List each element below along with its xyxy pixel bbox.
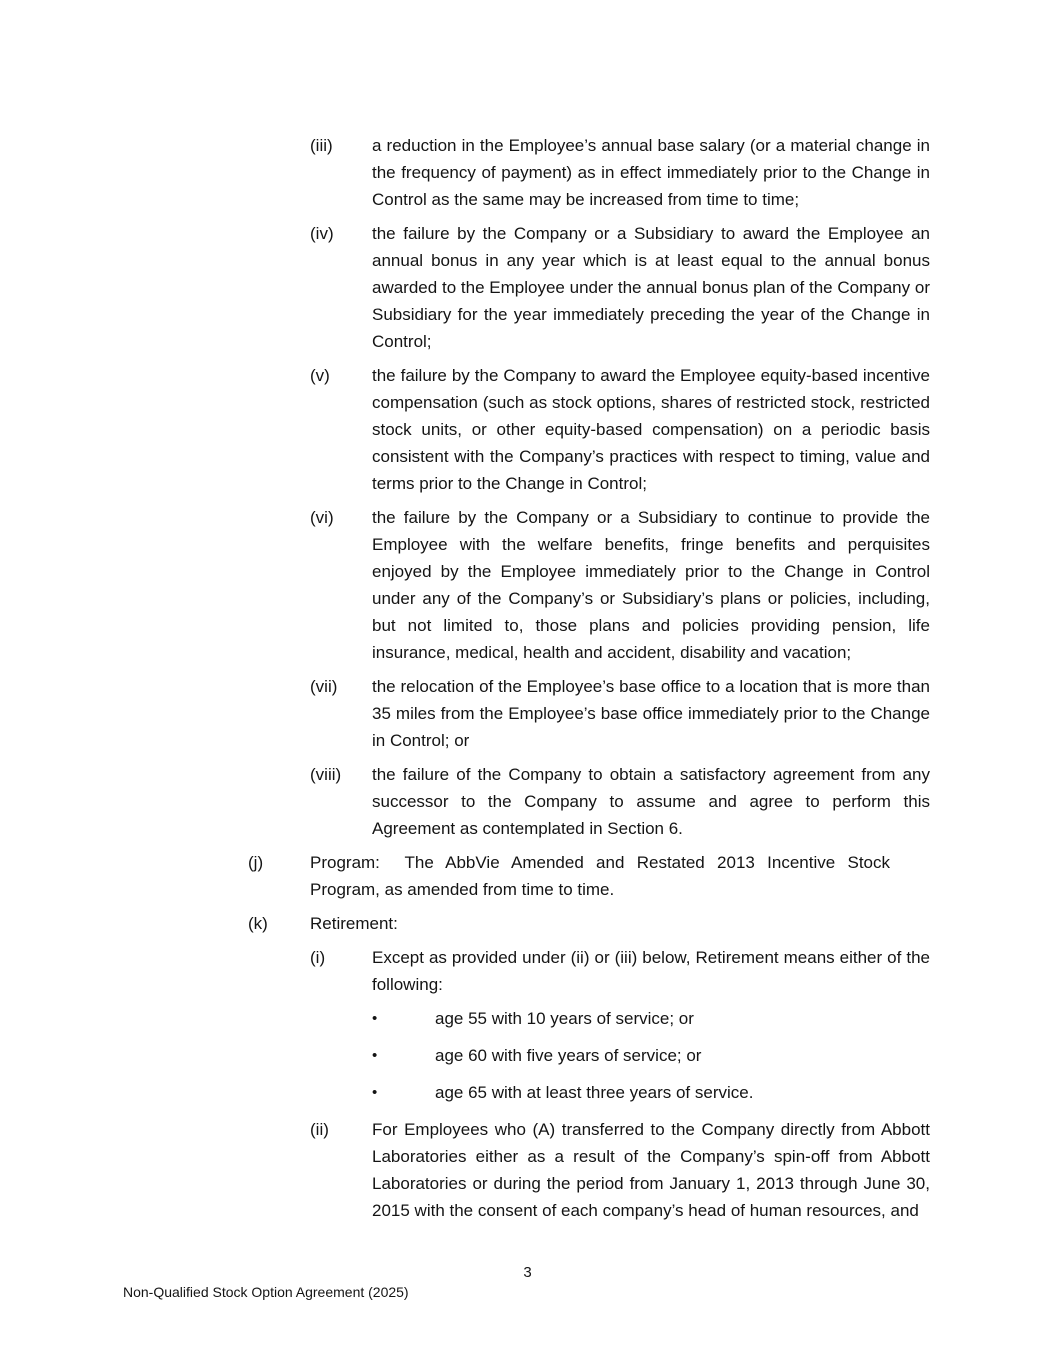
bullet-icon: • <box>372 1047 378 1064</box>
bullet-item-age-55 <box>372 1005 1055 1032</box>
clause-v-text: the failure by the Company to award the Employee equity-based incentive compensation (such as stock options, shares of restricted stock, restricted stock units, or other equity-based compensation) on a periodic basis consistent with the Company’s practices with respect to timing, value and terms prior to the Change in Control; <box>372 366 930 493</box>
clause-vi <box>310 504 1055 666</box>
clause-v-label: (v) <box>310 366 330 385</box>
clause-k-text: Retirement: <box>310 914 398 933</box>
clause-vii-label: (vii) <box>310 677 338 696</box>
bullet-icon: • <box>372 1010 378 1027</box>
clause-j <box>248 849 1055 903</box>
clause-k-ii <box>310 1116 1055 1224</box>
clause-j-text: Program: The AbbVie Amended and Restated 2013 Incentive Stock Program, as amended from time to time. <box>310 853 890 899</box>
clause-vi-text: the failure by the Company or a Subsidiary to continue to provide the Employee with the welfare benefits, fringe benefits and perquisites enjoyed by the Employee immediately prior to the Change in Control under any of the Company’s or Subsidiary’s plans or policies, including, but not limited to, those plans and policies providing pension, life insurance, medical, health and accident, disability and vacation; <box>372 508 930 662</box>
clause-k-i-text: Except as provided under (ii) or (iii) below, Retirement means either of the following: <box>372 948 930 994</box>
clause-k-label: (k) <box>248 914 268 933</box>
clause-vii-text: the relocation of the Employee’s base office to a location that is more than 35 miles from the Employee’s base office immediately prior to the Change in Control; or <box>372 677 930 750</box>
bullet-item-age-60 <box>372 1042 1055 1069</box>
clause-iv-text: the failure by the Company or a Subsidiary to award the Employee an annual bonus in any year which is at least equal to the annual bonus awarded to the Employee under the annual bonus plan of the Company or Subsidiary for the year immediately preceding the year of the Change in Control; <box>372 224 930 351</box>
bullet-icon: • <box>372 1084 378 1101</box>
clause-iii <box>310 132 1055 213</box>
clause-iv <box>310 220 1055 355</box>
clause-viii <box>310 761 1055 842</box>
clause-k-ii-label: (ii) <box>310 1120 329 1139</box>
clause-viii-text: the failure of the Company to obtain a satisfactory agreement from any successor to the Company to assume and agree to perform this Agreement as contemplated in Section 6. <box>372 765 930 838</box>
bullet-text: age 65 with at least three years of service. <box>435 1083 754 1102</box>
clause-iii-text: a reduction in the Employee’s annual base salary (or a material change in the frequency of payment) as in effect immediately prior to the Change in Control as the same may be increased from time to time; <box>372 136 930 209</box>
clause-k-ii-text: For Employees who (A) transferred to the Company directly from Abbott Laboratories either as a result of the Company’s spin-off from Abbott Laboratories or during the period from January 1, 2013 through June 30, 2015 with the consent of each company’s head of human resources, and <box>372 1120 930 1220</box>
bullet-item-age-65 <box>372 1079 1055 1106</box>
clause-v <box>310 362 1055 497</box>
clause-iv-label: (iv) <box>310 224 334 243</box>
clause-iii-label: (iii) <box>310 136 333 155</box>
clause-k-i <box>310 944 1055 998</box>
clause-j-label: (j) <box>248 853 264 872</box>
clause-vi-label: (vi) <box>310 508 334 527</box>
footer-doc-title: Non-Qualified Stock Option Agreement (2025) <box>123 1284 409 1300</box>
clause-vii <box>310 673 1055 754</box>
clause-k <box>248 910 1055 937</box>
clause-viii-label: (viii) <box>310 765 342 784</box>
clause-k-i-label: (i) <box>310 948 326 967</box>
page-number: 3 <box>523 1264 532 1281</box>
bullet-text: age 55 with 10 years of service; or <box>435 1009 694 1028</box>
bullet-text: age 60 with five years of service; or <box>435 1046 702 1065</box>
